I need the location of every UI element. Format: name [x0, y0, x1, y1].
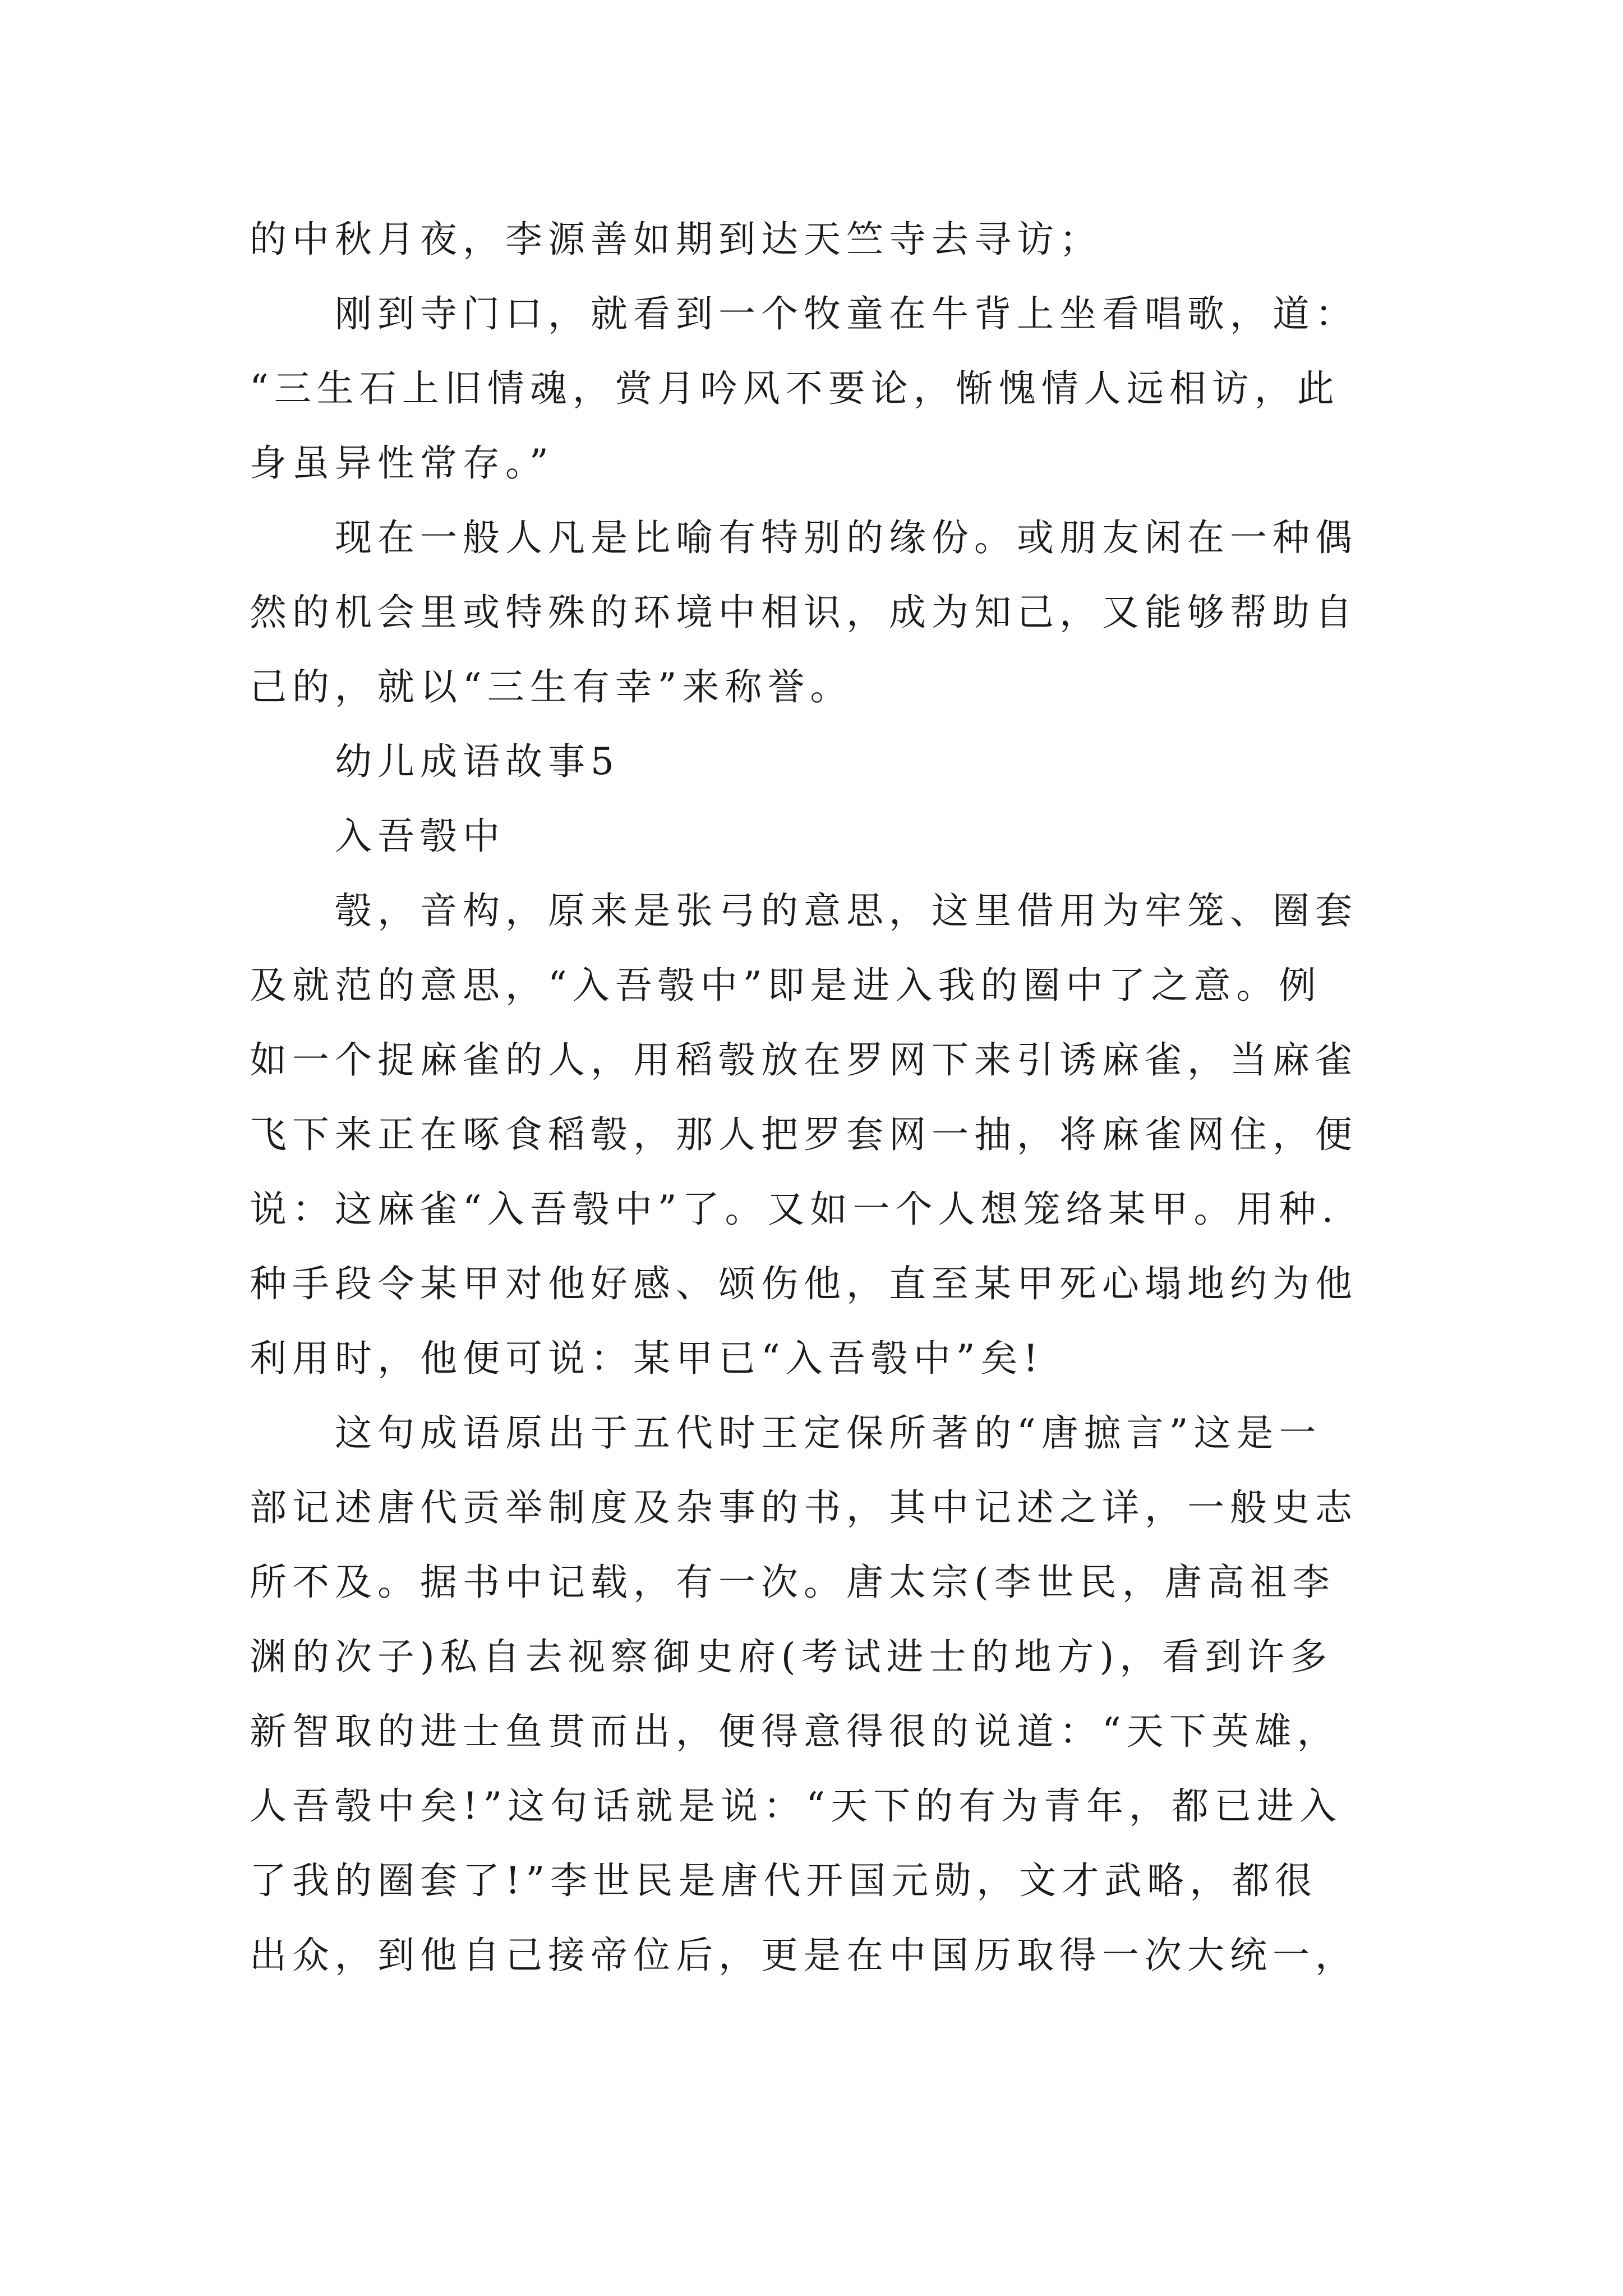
text-line: 身虽异性常存。” — [250, 441, 554, 485]
body-text — [250, 202, 1388, 1993]
text-line: 说：这麻雀“入吾彀中”了。又如一个人想笼络某甲。用种. — [250, 1188, 1339, 1231]
text-line: 所不及。据书中记载，有一次。唐太宗(李世民，唐高祖李 — [250, 1561, 1335, 1604]
section-heading: 幼儿成语故事5 — [335, 740, 620, 783]
text-line: 刚到寺门口，就看到一个牧童在牛背上坐看唱歌，道： — [335, 292, 1358, 335]
text-line: 的中秋月夜，李源善如期到达天竺寺去寻访； — [250, 218, 1102, 261]
text-line: 渊的次子)私自去视察御史府(考试进士的地方)，看到许多 — [250, 1635, 1333, 1678]
text-line: 如一个捉麻雀的人，用稻彀放在罗网下来引诱麻雀，当麻雀 — [250, 1038, 1358, 1082]
text-line: 种手段令某甲对他好感、颂伤他，直至某甲死心塌地约为他 — [250, 1262, 1358, 1305]
text-line: 现在一般人凡是比喻有特别的缘份。或朋友闲在一种偶 — [335, 516, 1358, 559]
text-line: 新智取的进士鱼贯而出，便得意得很的说道：“天下英雄， — [250, 1710, 1340, 1753]
text-line: 然的机会里或特殊的环境中相识，成为知己，又能够帮助自 — [250, 591, 1358, 634]
text-line: 出众，到他自己接帝位后，更是在中国历取得一次大统一， — [250, 1934, 1358, 1977]
text-line: 飞下来正在啄食稻彀，那人把罗套网一抽，将麻雀网住，便 — [250, 1113, 1358, 1156]
text-line: 这句成语原出于五代时王定保所著的“唐摭言”这是一 — [335, 1411, 1322, 1455]
text-line: “三生石上旧情魂，赏月吟风不要论，惭愧情人远相访，此 — [250, 367, 1340, 410]
story-title: 入吾彀中 — [335, 815, 505, 858]
text-line: 了我的圈套了!”李世民是唐代开国元勋，文才武略，都很 — [250, 1859, 1318, 1902]
text-line: 人吾彀中矣!”这句话就是说：“天下的有为青年，都已进入 — [250, 1784, 1343, 1828]
text-line: 及就范的意思，“入吾彀中”即是进入我的圈中了之意。例 — [250, 964, 1322, 1007]
text-line: 彀，音构，原来是张弓的意思，这里借用为牢笼、圈套 — [335, 889, 1358, 932]
text-line: 利用时，他便可说：某甲已“入吾彀中”矣! — [250, 1337, 1044, 1380]
text-line: 部记述唐代贡举制度及杂事的书，其中记述之详，一般史志 — [250, 1486, 1358, 1529]
text-line: 己的，就以“三生有幸”来称誉。 — [250, 665, 853, 708]
